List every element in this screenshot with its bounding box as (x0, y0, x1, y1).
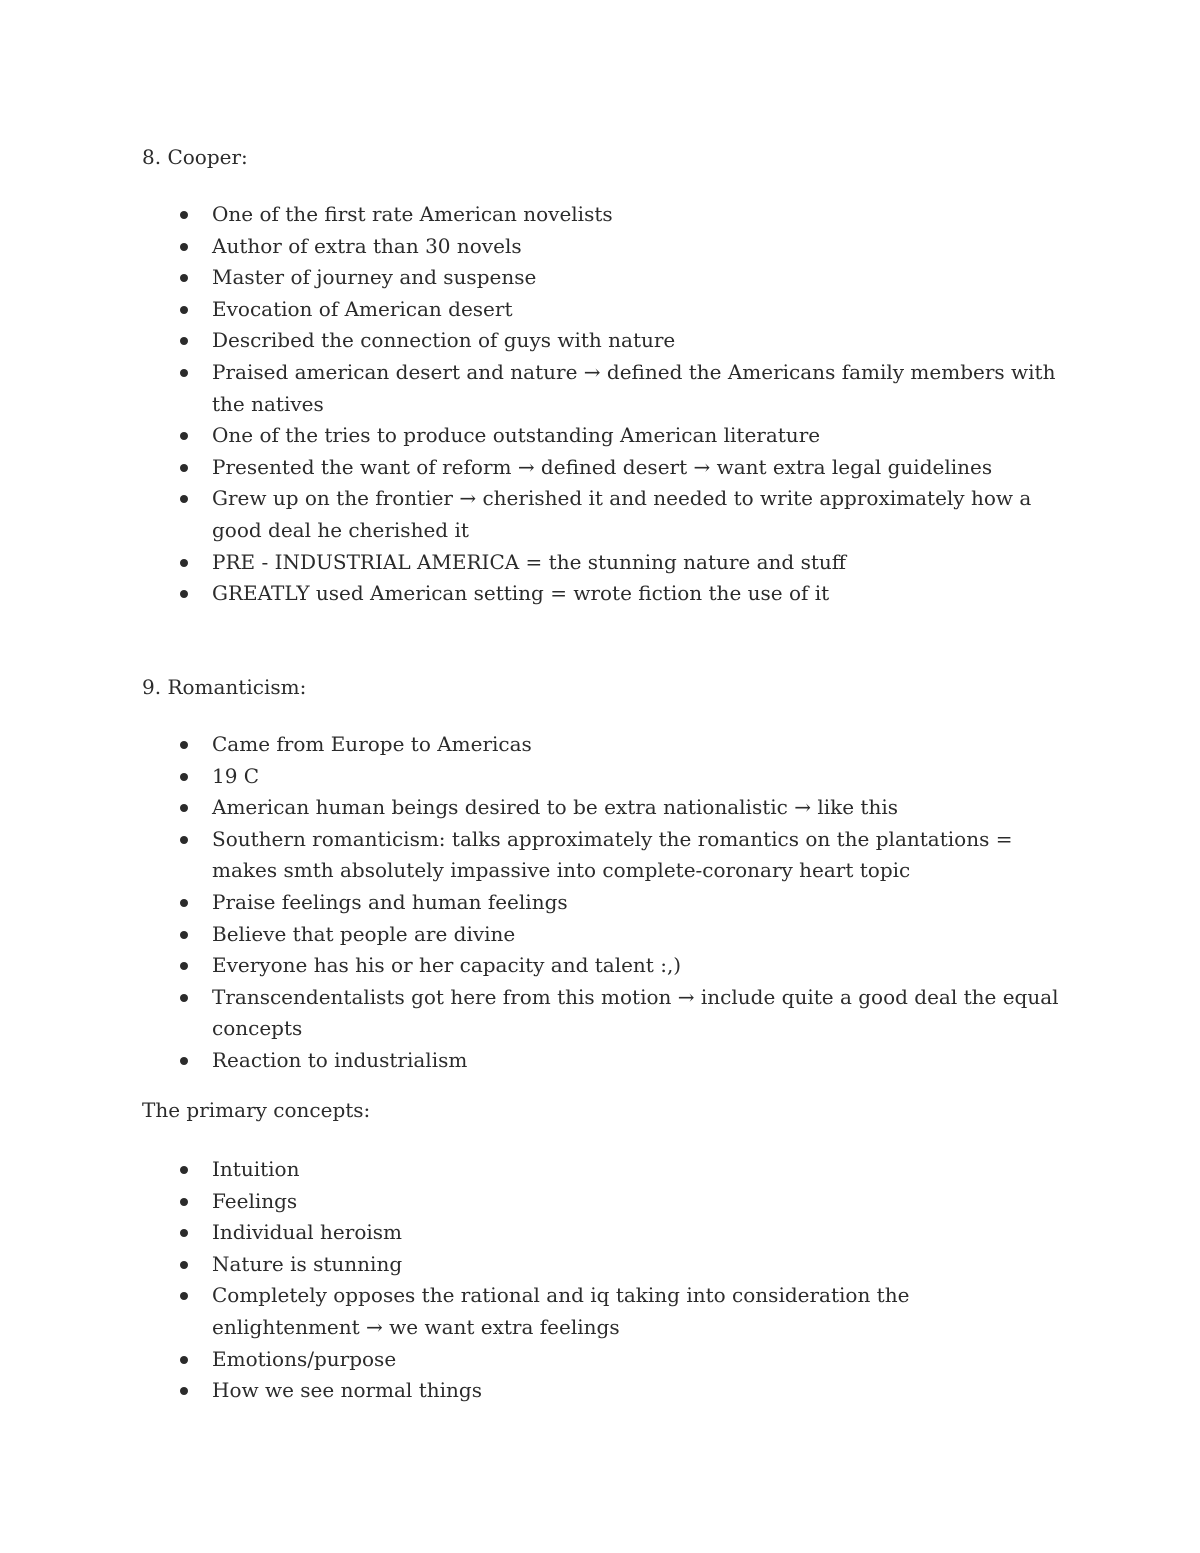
list-item: Author of extra than 30 novels (142, 231, 1062, 263)
list-item: 19 C (142, 761, 1062, 793)
bullet-list-romanticism (142, 729, 1062, 1077)
list-item: Believe that people are divine (142, 919, 1062, 951)
list-item: One of the tries to produce outstanding American literature (142, 420, 1062, 452)
list-item: American human beings desired to be extra nationalistic → like this (142, 792, 1062, 824)
list-item: Praise feelings and human feelings (142, 887, 1062, 919)
list-item: Emotions/purpose (142, 1344, 1062, 1376)
list-item: Described the connection of guys with nature (142, 325, 1062, 357)
bullet-list-cooper (142, 199, 1062, 610)
list-item: Grew up on the frontier → cherished it and needed to write approximately how a good deal he cherished it (142, 483, 1062, 546)
list-item: How we see normal things (142, 1375, 1062, 1407)
list-item: Nature is stunning (142, 1249, 1062, 1281)
section-heading-cooper: 8. Cooper: (142, 145, 248, 169)
list-item: Reaction to industrialism (142, 1045, 1062, 1077)
list-item: Completely opposes the rational and iq taking into consideration the enlightenment → we want extra feelings (142, 1280, 1062, 1343)
list-item: Came from Europe to Americas (142, 729, 1062, 761)
section-heading-primary-concepts: The primary concepts: (142, 1098, 371, 1122)
list-item: One of the first rate American novelists (142, 199, 1062, 231)
list-item: Everyone has his or her capacity and talent :,) (142, 950, 1062, 982)
list-item: Southern romanticism: talks approximately the romantics on the plantations = makes smth absolutely impassive into complete-coronary heart topic (142, 824, 1062, 887)
list-item: Praised american desert and nature → defined the Americans family members with the natives (142, 357, 1062, 420)
list-item: Evocation of American desert (142, 294, 1062, 326)
bullet-list-primary-concepts (142, 1154, 1062, 1407)
list-item: Transcendentalists got here from this motion → include quite a good deal the equal concepts (142, 982, 1062, 1045)
list-item: GREATLY used American setting = wrote fiction the use of it (142, 578, 1062, 610)
section-heading-romanticism: 9. Romanticism: (142, 675, 307, 699)
list-item: Individual heroism (142, 1217, 1062, 1249)
list-item: Feelings (142, 1186, 1062, 1218)
list-item: Master of journey and suspense (142, 262, 1062, 294)
list-item: PRE - INDUSTRIAL AMERICA = the stunning nature and stuff (142, 547, 1062, 579)
list-item: Presented the want of reform → defined desert → want extra legal guidelines (142, 452, 1062, 484)
list-item: Intuition (142, 1154, 1062, 1186)
